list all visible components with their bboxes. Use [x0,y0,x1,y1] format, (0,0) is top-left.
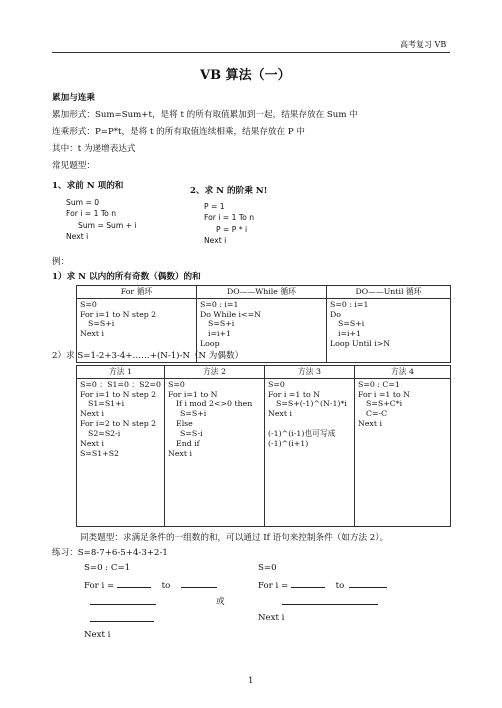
same-type-note: 同类题型：求满足条件的一组数的和，可以通过 If 语句来控制条件（如方法 2）。 [80,533,389,543]
code-line: S=0 ：S1=0 ：S2=0 [80,379,161,389]
code-line [268,419,351,429]
answer-blank[interactable] [90,596,156,605]
column-header: 方法 2 [165,366,265,379]
code-line: S=S+i [88,319,115,329]
column-header: For 循环 [77,286,197,299]
for-keyword: For i = [84,581,115,591]
code-line: End if [176,438,200,448]
answer-blank[interactable] [181,579,217,588]
or-label: 或 [216,597,225,607]
note-line: (-1)^(i-1)也可写成 [268,428,336,438]
methods-table [76,365,451,527]
code-line: Next i [204,236,227,246]
to-keyword: to [335,581,345,591]
to-keyword: to [161,581,171,591]
question-2-heading: 2）求 S=1-2+3-4+……+(N-1)-N（N 为偶数） [52,351,244,361]
answer-blank[interactable] [291,579,325,588]
table-row [77,378,451,526]
code-line: If i mod 2<>0 then [176,399,253,409]
code-line: S=S+i [208,319,235,329]
for-keyword: For i = [258,581,289,591]
example-1-code [66,197,137,243]
do-until-cell [327,298,451,362]
code-line: C=-C [366,409,388,419]
code-line: Sum = 0 [66,198,100,207]
code-line: S=0 [268,379,285,389]
answer-blank[interactable] [90,613,154,622]
note-line: (-1)^(i+1) [268,438,309,448]
code-line: P = P * i [216,224,248,234]
code-line: Else [176,419,193,429]
code-line: For i=2 to N step 2 [80,419,157,429]
table-header-row [77,286,451,299]
code-line: S2=S2-i [88,428,121,438]
code-line: Do While i<=N [200,309,261,319]
code-line: For i =1 to N [358,389,410,399]
code-line: S=S+C*i [366,399,403,409]
code-line: S=0 [168,379,185,389]
method-2-cell [165,378,265,526]
example-label: 例： [52,257,70,267]
intro-line-4: 常见题型： [52,161,95,171]
practice-right-line-1: S=0 [258,563,277,573]
column-header: 方法 4 [355,366,451,379]
code-line: For i = 1 To n [204,213,255,223]
column-header: 方法 1 [77,366,165,379]
code-line: i=i+1 [338,329,362,339]
code-line: For i = 1 To n [66,209,117,219]
code-line: Next i [168,448,192,458]
code-line: i=i+1 [208,329,232,339]
running-header: 高考复习 VB [400,40,447,49]
practice-label: 练习：S=8-7+6-5+4-3+2-1 [52,548,168,558]
code-line: S=S+i [180,409,207,419]
answer-blank[interactable] [117,579,151,588]
page-title: VB 算法（一） [200,68,291,83]
column-header: DO——While 循环 [197,286,327,299]
column-header: 方法 3 [265,366,355,379]
practice-right-blank-1 [282,596,378,608]
practice-left-blank-1 [90,596,156,608]
practice-right-next: Next i [258,613,285,623]
example-2-heading: 2、求 N 的阶乘 N! [190,186,268,196]
code-line: Next i [80,329,104,339]
method-4-cell [355,378,451,526]
code-line: Next i [358,419,382,429]
answer-blank[interactable] [349,579,387,588]
page-number: 1 [248,676,254,686]
intro-line-2: 连乘形式：P=P*t，是将 t 的所有取值连续相乘，结果存放在 P 中 [52,127,305,137]
code-line: Next i [80,409,104,419]
code-line: For i=1 to N step 2 [80,389,157,399]
intro-line-3: 其中：t 为递增表达式 [52,144,136,154]
method-1-cell [77,378,165,526]
example-2-code [204,201,254,247]
code-line: S1=S1+i [88,399,125,409]
practice-left-line-1: S=0 : C=1 [84,563,131,573]
answer-blank[interactable] [282,596,378,605]
code-line: S=S+(-1)^(N-1)*i [276,399,347,409]
header-rule [52,52,450,53]
code-line: For i=1 to N [168,389,218,399]
code-line: Sum = Sum + i [78,220,137,230]
section-heading: 累加与连乘 [52,93,95,103]
table-header-row [77,366,451,379]
code-line: S=S-i [180,428,203,438]
code-line: Next i [268,409,292,419]
practice-right-for [258,579,387,591]
code-line: S=0 : i=1 [200,299,239,309]
code-line: S=0 : i=1 [330,299,369,309]
code-line: S=0 [80,299,97,309]
practice-left-for [84,579,217,591]
code-line: P = 1 [204,202,225,211]
question-1-heading: 1）求 N 以内的所有奇数（偶数）的和 [52,272,201,282]
practice-left-blank-2 [90,613,154,625]
code-line: Loop Until i>N [330,339,391,349]
example-1-heading: 1、求前 N 项的和 [52,181,124,191]
column-header: DO——Until 循环 [327,286,451,299]
code-line: Next i [80,438,104,448]
code-line: S=S1+S2 [80,448,120,458]
intro-line-1: 累加形式：Sum=Sum+t，是将 t 的所有取值累加到一起，结果存放在 Sum 中 [52,110,358,120]
code-line: S=S+i [338,319,365,329]
code-line: Next i [66,232,89,242]
code-line: Loop [200,339,220,349]
code-line: For i =1 to N [268,389,320,399]
code-line: For i=1 to N step 2 [80,309,157,319]
method-3-cell [265,378,355,526]
code-line: S=0 : C=1 [358,379,400,389]
practice-left-next: Next i [84,630,111,640]
code-line: Do [330,309,341,319]
